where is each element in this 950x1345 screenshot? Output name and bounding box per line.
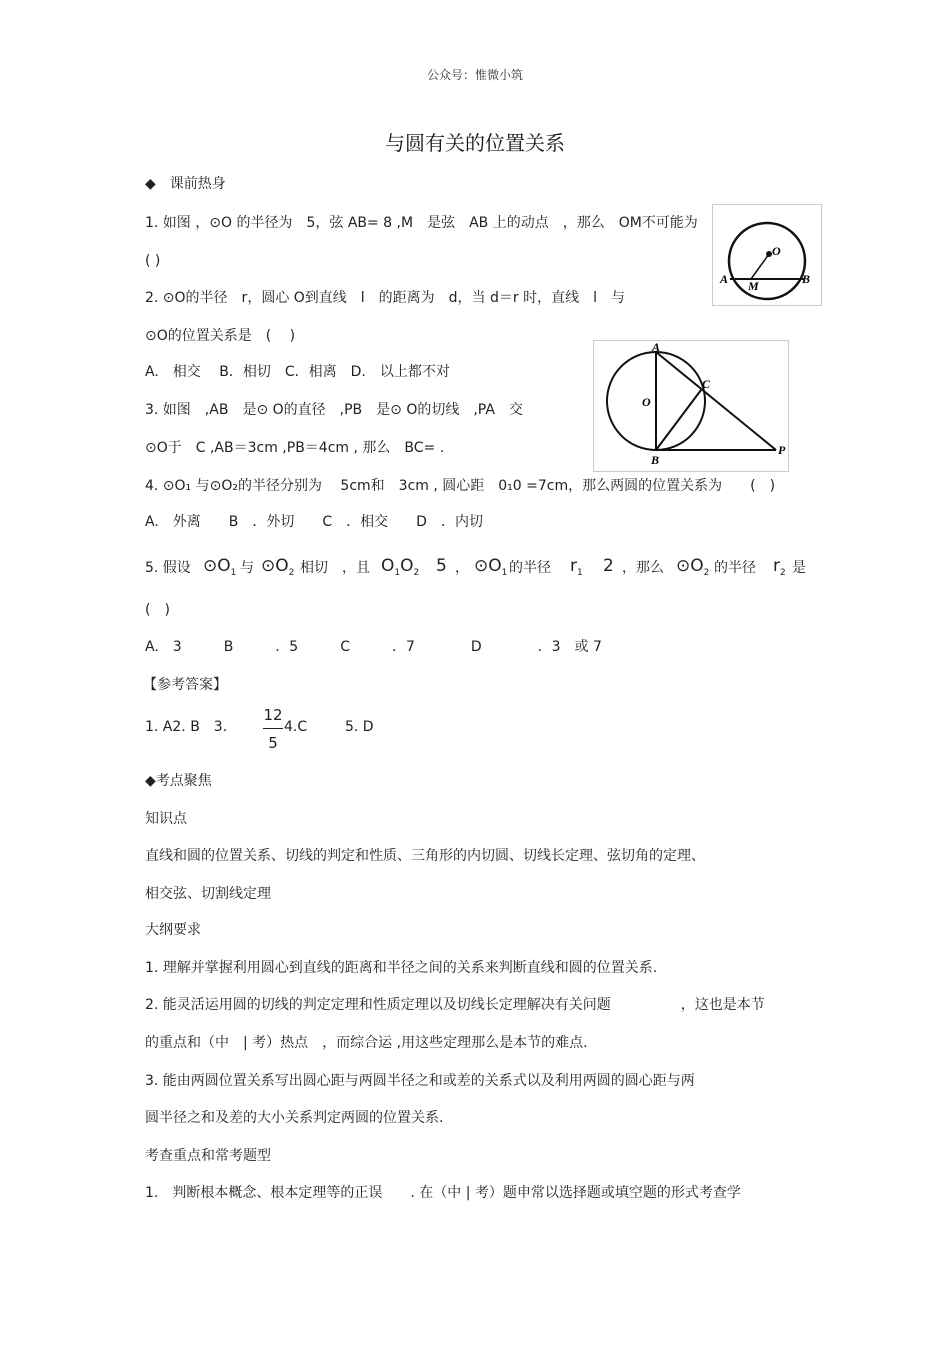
fig2-label-a: A (652, 340, 661, 354)
outline-point-3-cont: 圆半径之和及差的大小关系判定两圆的位置关系. (145, 1110, 444, 1126)
fraction-bar (263, 728, 283, 729)
q5-word-and: 与 (240, 560, 254, 576)
outline-point-2-cont: 的重点和（中 | 考）热点 ，而综合运 ,用这些定理那么是本节的难点. (145, 1035, 588, 1051)
fig2-label-o: O (642, 395, 651, 409)
q5-r2: $r_2$ (773, 556, 786, 578)
q5-word-is: 是 (792, 560, 806, 576)
question-5-paren: ( ) (145, 602, 170, 618)
answer-3-fraction (261, 706, 285, 752)
fig1-label-o: O (772, 244, 781, 258)
knowledge-heading: 知识点 (145, 811, 187, 827)
section-focus-heading: ◆考点聚焦 (145, 773, 212, 789)
outline-point-3: 3. 能由两圆位置关系写出圆心距与两圆半径之和或差的关系式以及利用两圆的圆心距与两 (145, 1073, 695, 1089)
q5-circle-o2: $⊙O_2$ (261, 556, 295, 578)
question-2-options: A. 相交 B．相切 C．相离 D. 以上都不对 (145, 364, 450, 380)
q5-word-radius2: 的半径 (714, 560, 756, 576)
q5-value-five: 5 (436, 556, 447, 576)
q5-segment-o1o2: $O_1O_2$ (381, 556, 420, 578)
question-3: 3. 如图 ,AB 是⊙ O的直径 ,PB 是⊙ O的切线 ,PA 交 (145, 402, 523, 418)
question-3-line2: ⊙O于 C ,AB＝3cm ,PB＝4cm , 那么 BC= . (145, 440, 445, 456)
knowledge-line-1: 直线和圆的位置关系、切线的判定和性质、三角形的内切圆、切线长定理、弦切角的定理、 (145, 848, 705, 864)
answers-line-1: 1. A2. B 3. (145, 719, 228, 735)
q5-lead: 5. 假设 (145, 560, 191, 576)
q5-circle-o1: $⊙O_1$ (203, 556, 237, 578)
question-4-options: A. 外离 B ．外切 C ．相交 D ．内切 (145, 514, 483, 530)
answer-4: 4.C (284, 719, 308, 735)
q5-circle-o2-b: $⊙O_2$ (676, 556, 710, 578)
answers-heading: 【参考答案】 (143, 677, 227, 693)
question-4: 4. ⊙O₁ 与⊙O₂的半径分别为 5cm和 3cm , 圆心距 0₁0 =7cm，那么两圆的位置关系为 ( ) (145, 478, 776, 494)
answer-5: 5. D (345, 719, 374, 735)
fig2-label-b: B (651, 453, 660, 467)
section-warmup-heading: ◆ 课前热身 (145, 176, 226, 192)
q5-r1: $r_1$ (570, 556, 583, 578)
fig2-label-p: P (778, 443, 786, 457)
figure-2-circle-tangent (593, 340, 789, 472)
question-5-options: A. 3 B ．5 C ．7 D ．3 或 7 (145, 639, 602, 655)
knowledge-line-2: 相交弦、切割线定理 (145, 886, 271, 902)
q5-circle-o1-b: $⊙O_1$ (474, 556, 508, 578)
q5-value-two: 2 (603, 556, 614, 576)
q5-word-then: ，那么 (622, 560, 664, 576)
question-2-line2: ⊙O的位置关系是 ( ) (145, 328, 296, 344)
outline-point-2: 2. 能灵活运用圆的切线的判定定理和性质定理以及切线长定理解决有关问题 ，这也是本节 (145, 997, 765, 1013)
fig1-label-a: A (720, 272, 729, 286)
fig2-chord-bc (656, 390, 701, 450)
fraction-denominator: 5 (268, 734, 278, 752)
page-title: 与圆有关的位置关系 (385, 131, 565, 155)
q5-word-tangent: 相切 ，且 (300, 560, 370, 576)
question-1-paren: ( ) (145, 253, 161, 269)
outline-point-1: 1. 理解并掌握利用圆心到直线的距离和半径之间的关系来判断直线和圆的位置关系. (145, 960, 658, 976)
question-1: 1. 如图 ，⊙O 的半径为 5，弦 AB= 8 ,M 是弦 AB 上的动点 ，那么 OM不可能为 (145, 215, 698, 231)
exam-heading: 考查重点和常考题型 (145, 1148, 271, 1164)
q5-word-radius: 的半径 (509, 560, 551, 576)
fig1-label-b: B (802, 272, 811, 286)
fig2-secant-pa (656, 352, 776, 450)
question-2: 2. ⊙O的半径 r，圆心 O到直线 l 的距离为 d，当 d＝r 时，直线 l 与 (145, 290, 625, 306)
page-header: 公众号：惟微小筑 (426, 68, 523, 82)
fig1-segment-om (751, 254, 769, 279)
fig1-label-m: M (748, 279, 759, 293)
fig2-label-c: C (702, 377, 711, 391)
figure-1-circle-chord (712, 204, 822, 306)
fig1-circle (729, 223, 805, 299)
fraction-numerator: 12 (263, 706, 283, 724)
outline-heading: 大纲要求 (145, 922, 201, 938)
q5-comma: ， (455, 560, 469, 576)
exam-point-1: 1. 判断根本概念、根本定理等的正误 . 在（中 | 考）题申常以选择题或填空题的形式考查学 (145, 1185, 741, 1201)
